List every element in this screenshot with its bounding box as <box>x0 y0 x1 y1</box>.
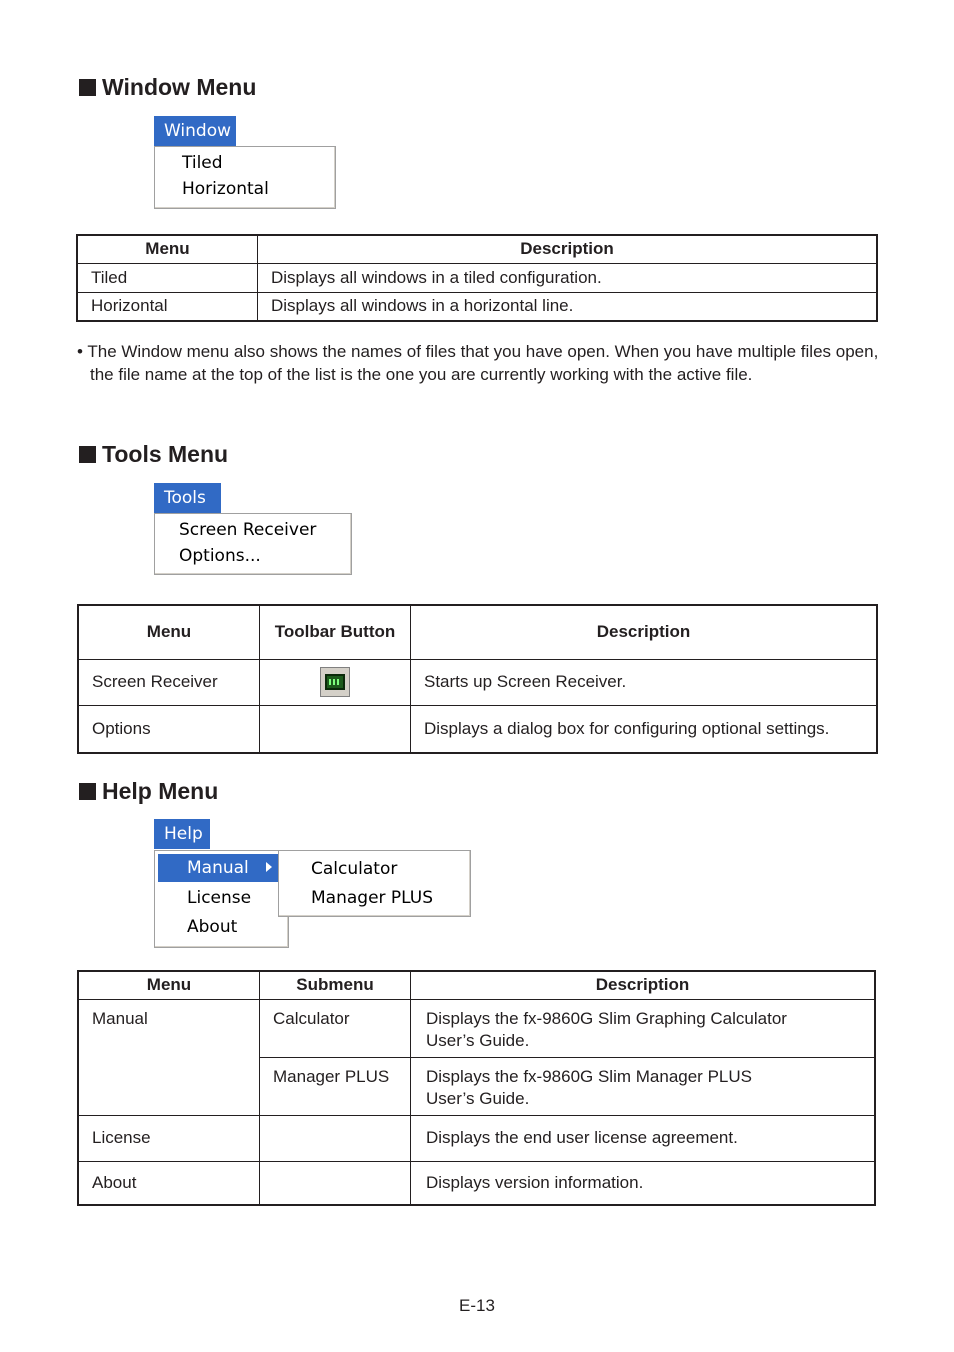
screen-receiver-icon[interactable] <box>320 667 350 697</box>
cell-description: Displays the fx-9860G Slim Graphing Calculator User’s Guide. <box>411 999 876 1057</box>
cell-description: Displays all windows in a tiled configuration. <box>258 263 878 292</box>
tools-menu-table <box>77 604 878 754</box>
tools-menu-title-label: Tools <box>164 488 206 508</box>
col-header-description: Description <box>258 235 878 263</box>
manual-submenu <box>278 850 471 917</box>
help-menu-screenshot <box>154 819 472 949</box>
col-header-submenu: Submenu <box>260 971 411 999</box>
menu-item-tiled[interactable]: Tiled <box>182 153 223 173</box>
cell-description: Displays all windows in a horizontal line. <box>258 292 878 321</box>
menu-item-about[interactable]: About <box>187 917 238 937</box>
tools-menu-screenshot <box>154 483 352 575</box>
help-menu-table <box>77 970 876 1206</box>
window-menu-note: • The Window menu also shows the names of files that you have open. When you have multiple files open, the file name at the top of the list is the one you are currently working with the active file. <box>77 342 879 384</box>
col-header-menu: Menu <box>78 605 260 659</box>
window-menu-table <box>76 234 878 322</box>
cell-submenu: Manager PLUS <box>260 1057 411 1115</box>
cell-menu: Tiled <box>77 263 258 292</box>
window-menu-title-label: Window <box>164 121 232 141</box>
cell-submenu <box>260 1161 411 1205</box>
cell-toolbar-button <box>260 705 411 753</box>
menu-item-options[interactable]: Options... <box>179 546 261 566</box>
cell-toolbar-button <box>260 659 411 705</box>
col-header-menu: Menu <box>78 971 260 999</box>
menu-item-screen-receiver[interactable]: Screen Receiver <box>179 520 317 540</box>
help-dropdown <box>154 850 289 948</box>
tools-menu-heading-text: Tools Menu <box>102 441 229 467</box>
tools-dropdown <box>154 513 352 575</box>
cell-menu: Options <box>78 705 260 753</box>
submenu-item-calculator[interactable]: Calculator <box>311 859 398 879</box>
cell-menu: Screen Receiver <box>78 659 260 705</box>
window-menu-screenshot <box>154 116 336 209</box>
tools-menu-title[interactable] <box>154 483 221 513</box>
cell-submenu: Calculator <box>260 999 411 1057</box>
square-bullet-icon <box>79 79 96 96</box>
window-menu-heading <box>79 73 256 101</box>
window-dropdown <box>154 146 336 209</box>
cell-menu: Manual <box>78 999 260 1115</box>
menu-item-license[interactable]: License <box>187 888 252 908</box>
table-header-row <box>77 235 877 263</box>
table-row <box>78 1161 875 1205</box>
col-header-description: Description <box>411 605 878 659</box>
square-bullet-icon <box>79 446 96 463</box>
window-menu-title[interactable] <box>154 116 236 146</box>
menu-item-horizontal[interactable]: Horizontal <box>182 179 269 199</box>
help-menu-heading <box>79 777 218 805</box>
cell-description: Displays version information. <box>411 1161 876 1205</box>
help-menu-title-label: Help <box>164 824 203 844</box>
table-row <box>77 263 877 292</box>
cell-description: Displays a dialog box for configuring optional settings. <box>411 705 878 753</box>
submenu-item-manager-plus[interactable]: Manager PLUS <box>311 888 434 908</box>
col-header-toolbar-button: Toolbar Button <box>260 605 411 659</box>
tools-menu-heading <box>79 440 228 468</box>
table-row <box>78 1115 875 1161</box>
table-row <box>78 705 877 753</box>
menu-item-manual[interactable] <box>158 854 278 882</box>
table-header-row <box>78 971 875 999</box>
square-bullet-icon <box>79 783 96 800</box>
cell-description: Displays the end user license agreement. <box>411 1115 876 1161</box>
cell-submenu <box>260 1115 411 1161</box>
help-menu-title[interactable] <box>154 819 210 849</box>
table-header-row <box>78 605 877 659</box>
cell-description: Starts up Screen Receiver. <box>411 659 878 705</box>
submenu-arrow-icon <box>266 862 272 872</box>
cell-menu: License <box>78 1115 260 1161</box>
table-row <box>78 659 877 705</box>
help-menu-heading-text: Help Menu <box>102 778 219 804</box>
col-header-menu: Menu <box>77 235 258 263</box>
page-number: E-13 <box>459 1296 495 1315</box>
table-row <box>77 292 877 321</box>
col-header-description: Description <box>411 971 876 999</box>
table-row <box>78 999 875 1057</box>
window-menu-heading-text: Window Menu <box>102 74 257 100</box>
menu-item-manual-label: Manual <box>187 858 249 878</box>
cell-menu: Horizontal <box>77 292 258 321</box>
cell-menu: About <box>78 1161 260 1205</box>
cell-description: Displays the fx-9860G Slim Manager PLUS User’s Guide. <box>411 1057 876 1115</box>
